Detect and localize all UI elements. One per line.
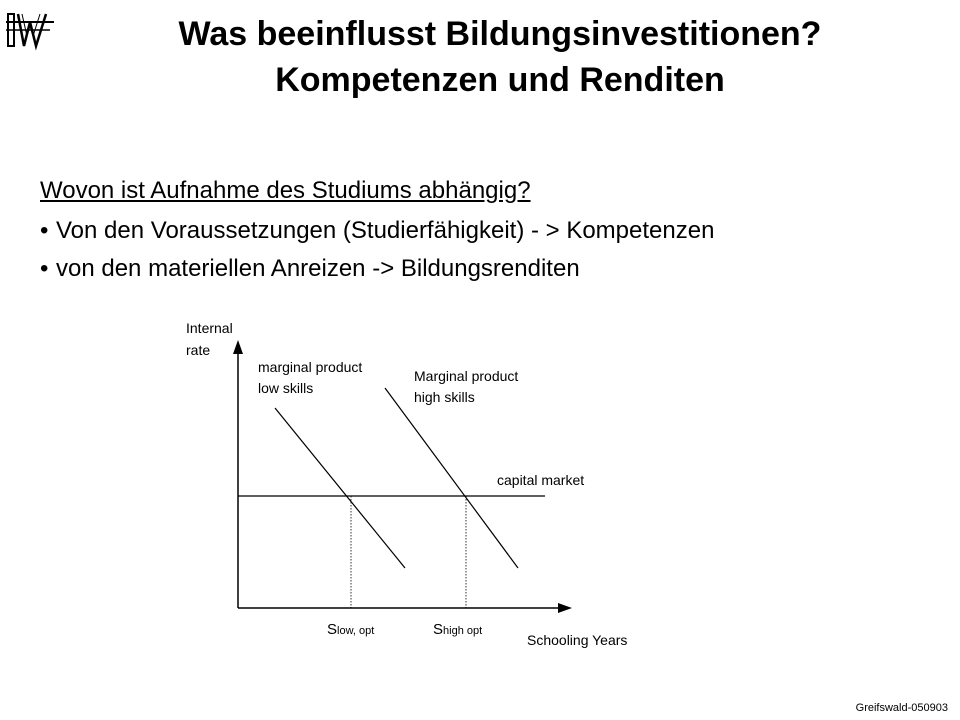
page-title-line2: Kompetenzen und Renditen — [275, 61, 725, 99]
s-low-opt-label — [327, 619, 374, 641]
curve-high-label-line1: Marginal product — [414, 368, 519, 384]
x-axis-arrow — [558, 603, 572, 613]
bullet-text: Von den Voraussetzungen (Studierfähigkeit) - > Kompetenzen — [56, 217, 715, 244]
y-axis-label-line1: Internal — [186, 320, 233, 336]
bullet-dot: • — [40, 255, 49, 282]
capital-market-label: capital market — [497, 472, 585, 488]
curve-high-label-line2: high skills — [414, 389, 475, 405]
y-axis-label-line2: rate — [186, 342, 211, 358]
s-low-main: S — [327, 621, 338, 638]
curve-low-label-line2: low skills — [258, 380, 314, 396]
s-high-opt-label — [433, 619, 482, 641]
s-high-sub: high opt — [443, 625, 483, 637]
footer-text: Greifswald-050903 — [855, 702, 948, 714]
s-high-main: S — [433, 621, 444, 638]
question-text: Wovon ist Aufnahme des Studiums abhängig? — [40, 177, 531, 204]
s-low-sub: low, opt — [337, 625, 375, 637]
bullet-text: von den materiellen Anreizen -> Bildungsrenditen — [56, 255, 580, 282]
curve-low-label-line1: marginal product — [258, 359, 363, 375]
page-title-line1: Was beeinflusst Bildungsinvestitionen? — [178, 15, 822, 53]
x-axis-label: Schooling Years — [527, 632, 628, 648]
curve-low-skills — [275, 408, 405, 568]
y-axis-arrow — [233, 340, 243, 354]
bullet-dot: • — [40, 217, 49, 244]
